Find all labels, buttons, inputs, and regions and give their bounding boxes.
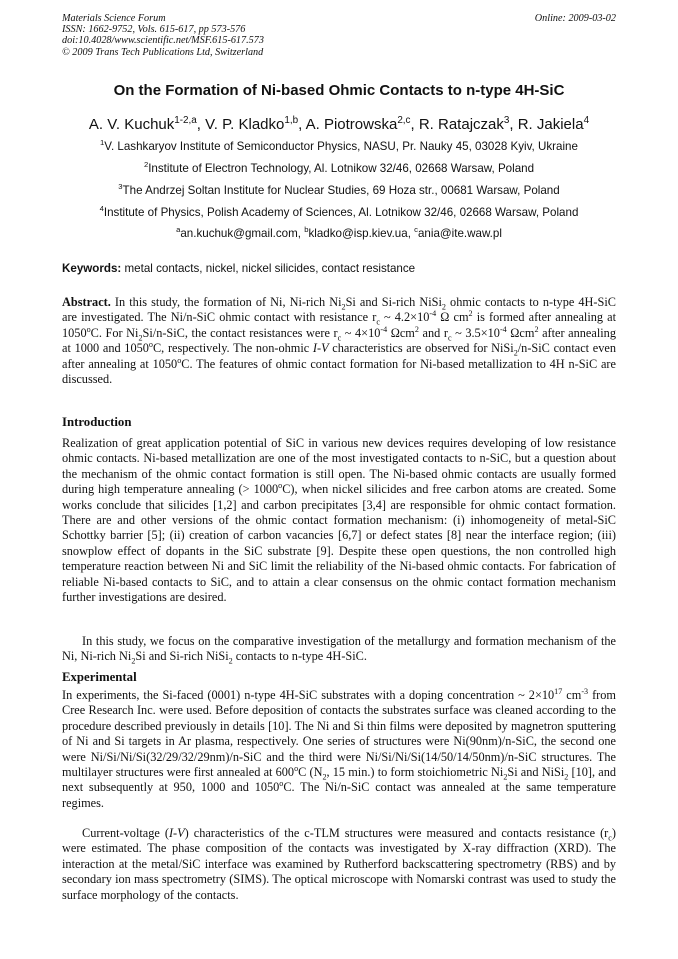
email-list (30, 227, 648, 240)
online-date: Online: 2009-03-02 (534, 13, 616, 24)
journal-doi: doi:10.4028/www.scientific.net/MSF.615-617.573 (62, 35, 264, 47)
author: A. Piotrowska$^{2,c}$, (305, 115, 419, 133)
email: $^a$an.kuchuk@gmail.com, (176, 225, 305, 240)
keywords-label: Keywords: (62, 262, 122, 275)
abstract-text: In this study, the formation of Ni, Ni-rich $Ni_2Si$ and Si-rich NiSi$_2$ ohmic contacts to n-type 4H-SiC are investigated. The Ni/n-SiC ohmic contact with resistance $r_c$ ~ $4.2\times 10^{-4}$ Ω $cm^2$ is formed after annealing at 1050$^o$C. For $Ni_2Si/n$-SiC, the contact resistances were $r_c$ ~ $4\times 10^{-4}$ Ωcm$^2$ and $r_c$ ~ $3.5\times 10^{-4}$ Ωcm$^2$ after annealing at 1000 and 1050$^o$C, respectively. The non-ohmic I-V characteristics are observed for NiSi$_2$/n-SiC contact even after annealing at 1050$^o$C. The features of ohmic contact formation for Ni-based metallization to 4H n-SiC are discussed. (62, 295, 617, 387)
journal-header (62, 13, 616, 58)
affiliation: $^3$The Andrzej Soltan Institute for Nuclear Studies, 69 Hoza str., 00681 Warsaw, Poland (118, 182, 560, 197)
introduction-paragraph: In this study, we focus on the comparative investigation of the metallurgy and formation mechanism of the Ni, Ni-rich $Ni_2Si$ and Si-rich NiSi$_2$ contacts to n-type 4H-SiC. (62, 634, 616, 666)
author: R. Ratajczak$^3$, (418, 115, 518, 133)
paper-title: On the Formation of Ni-based Ohmic Contacts to n-type 4H-SiC (113, 82, 565, 99)
keywords-text: metal contacts, nickel, nickel silicides, contact resistance (121, 262, 416, 275)
abstract-label: Abstract. (62, 295, 111, 309)
journal-issn: ISSN: 1662-9752, Vols. 615-617, pp 573-576 (62, 24, 246, 36)
email: $^c$ania@ite.waw.pl (414, 225, 502, 240)
author-list (20, 116, 658, 133)
section-heading-introduction: Introduction (62, 415, 132, 429)
author: R. Jakiela$^4$ (517, 115, 590, 133)
author: A. V. Kuchuk$^{1-2,a}$, (88, 115, 206, 133)
affiliation: $^4$Institute of Physics, Polish Academy of Sciences, Al. Lotnikow 32/46, 02668 Warsaw, Poland (99, 204, 579, 219)
experimental-paragraph: In experiments, the Si-faced (0001) n-type 4H-SiC substrates with a doping concentration ~ $2\times 10^{17}$ $cm^{-3}$ from Cree Research Inc. were used. Before deposition of contacts the substrates surface was cleaned according to the procedure described previously in details [10]. The Ni and Si thin films were deposited by magnetron sputtering of Ni and Si targets in Ar plasma, respectively. One series of structures were Ni(90nm)/n-SiC, the second one were Ni/Si/Ni/Si(32/29/32/29nm)/n-SiC and the third were Ni/Si/Ni/Si(14/50/14/50nm)/n-SiC structures. The multilayer structures were first annealed at 600$^o$C ($N_2$, 15 min.) to form stoichiometric $Ni_2Si$ and NiSi$_2$ [10], and next subsequently at 950, 1000 and 1050$^o$C. The Ni/n-SiC contact was annealed at the same temperature regimes. (62, 686, 616, 810)
experimental-paragraph: Current-voltage (I-V) characteristics of the c-TLM structures were measured and contacts resistance $(r_c)$ were estimated. The phase composition of the contacts was investigated by X-ray diffraction (XRD). The interaction at the metal/SiC interface was examined by Rutherford backscattering spectrometry (RBS) and by secondary ion mass spectrometry (SIMS). The optical microscope with Nomarski contrast was used to study the surface morphology of the contacts. (62, 826, 616, 902)
affiliation: $^2$Institute of Electron Technology, Al. Lotnikow 32/46, 02668 Warsaw, Poland (143, 160, 535, 175)
journal-name: Materials Science Forum (62, 13, 166, 24)
author: V. P. Kladko$^{1,b}$, (205, 115, 306, 133)
affiliation: $^1$V. Lashkaryov Institute of Semiconductor Physics, NASU, Pr. Nauky 45, 03028 Kyiv, Ukraine (100, 138, 578, 153)
introduction-paragraph: Realization of great application potential of SiC in various new devices requires developing of low resistance ohmic contacts. Ni-based metallization are one of the most investigated contacts to n-SiC, but a question about the mechanism of the ohmic contact formation is still open. The Ni-based ohmic contacts are usually formed during high temperature annealing (> $1000^oC$), when nickel silicides and free carbon atoms are created. Some works conclude that silicides [1,2] and carbon precipitates [3,4] are responsible for ohmic contact formation. There are and other versions of the ohmic contact formation mechanism: (i) inhomogeneity of metal-SiC Schottky barrier [5]; (ii) creation of carbon vacancies [6,7] or defect states [8] near the interface region; (iii) snowplow effect of dopants in the SiC substrate [9]. Despite these open questions, the non controlled high temperature reaction between Ni and SiC limit the reliability of the Ni-based ohmic contacts. For fabrication of reliable Ni-based contacts to SiC, and to attain a clear consensus on the ohmic contact formation mechanism further investigations are desired. (62, 436, 616, 605)
section-heading-experimental: Experimental (62, 670, 137, 684)
journal-copyright: © 2009 Trans Tech Publications Ltd, Switzerland (62, 46, 264, 58)
abstract (62, 295, 616, 387)
keywords (62, 262, 616, 275)
email: $^b$kladko@isp.kiev.ua, (304, 225, 415, 240)
